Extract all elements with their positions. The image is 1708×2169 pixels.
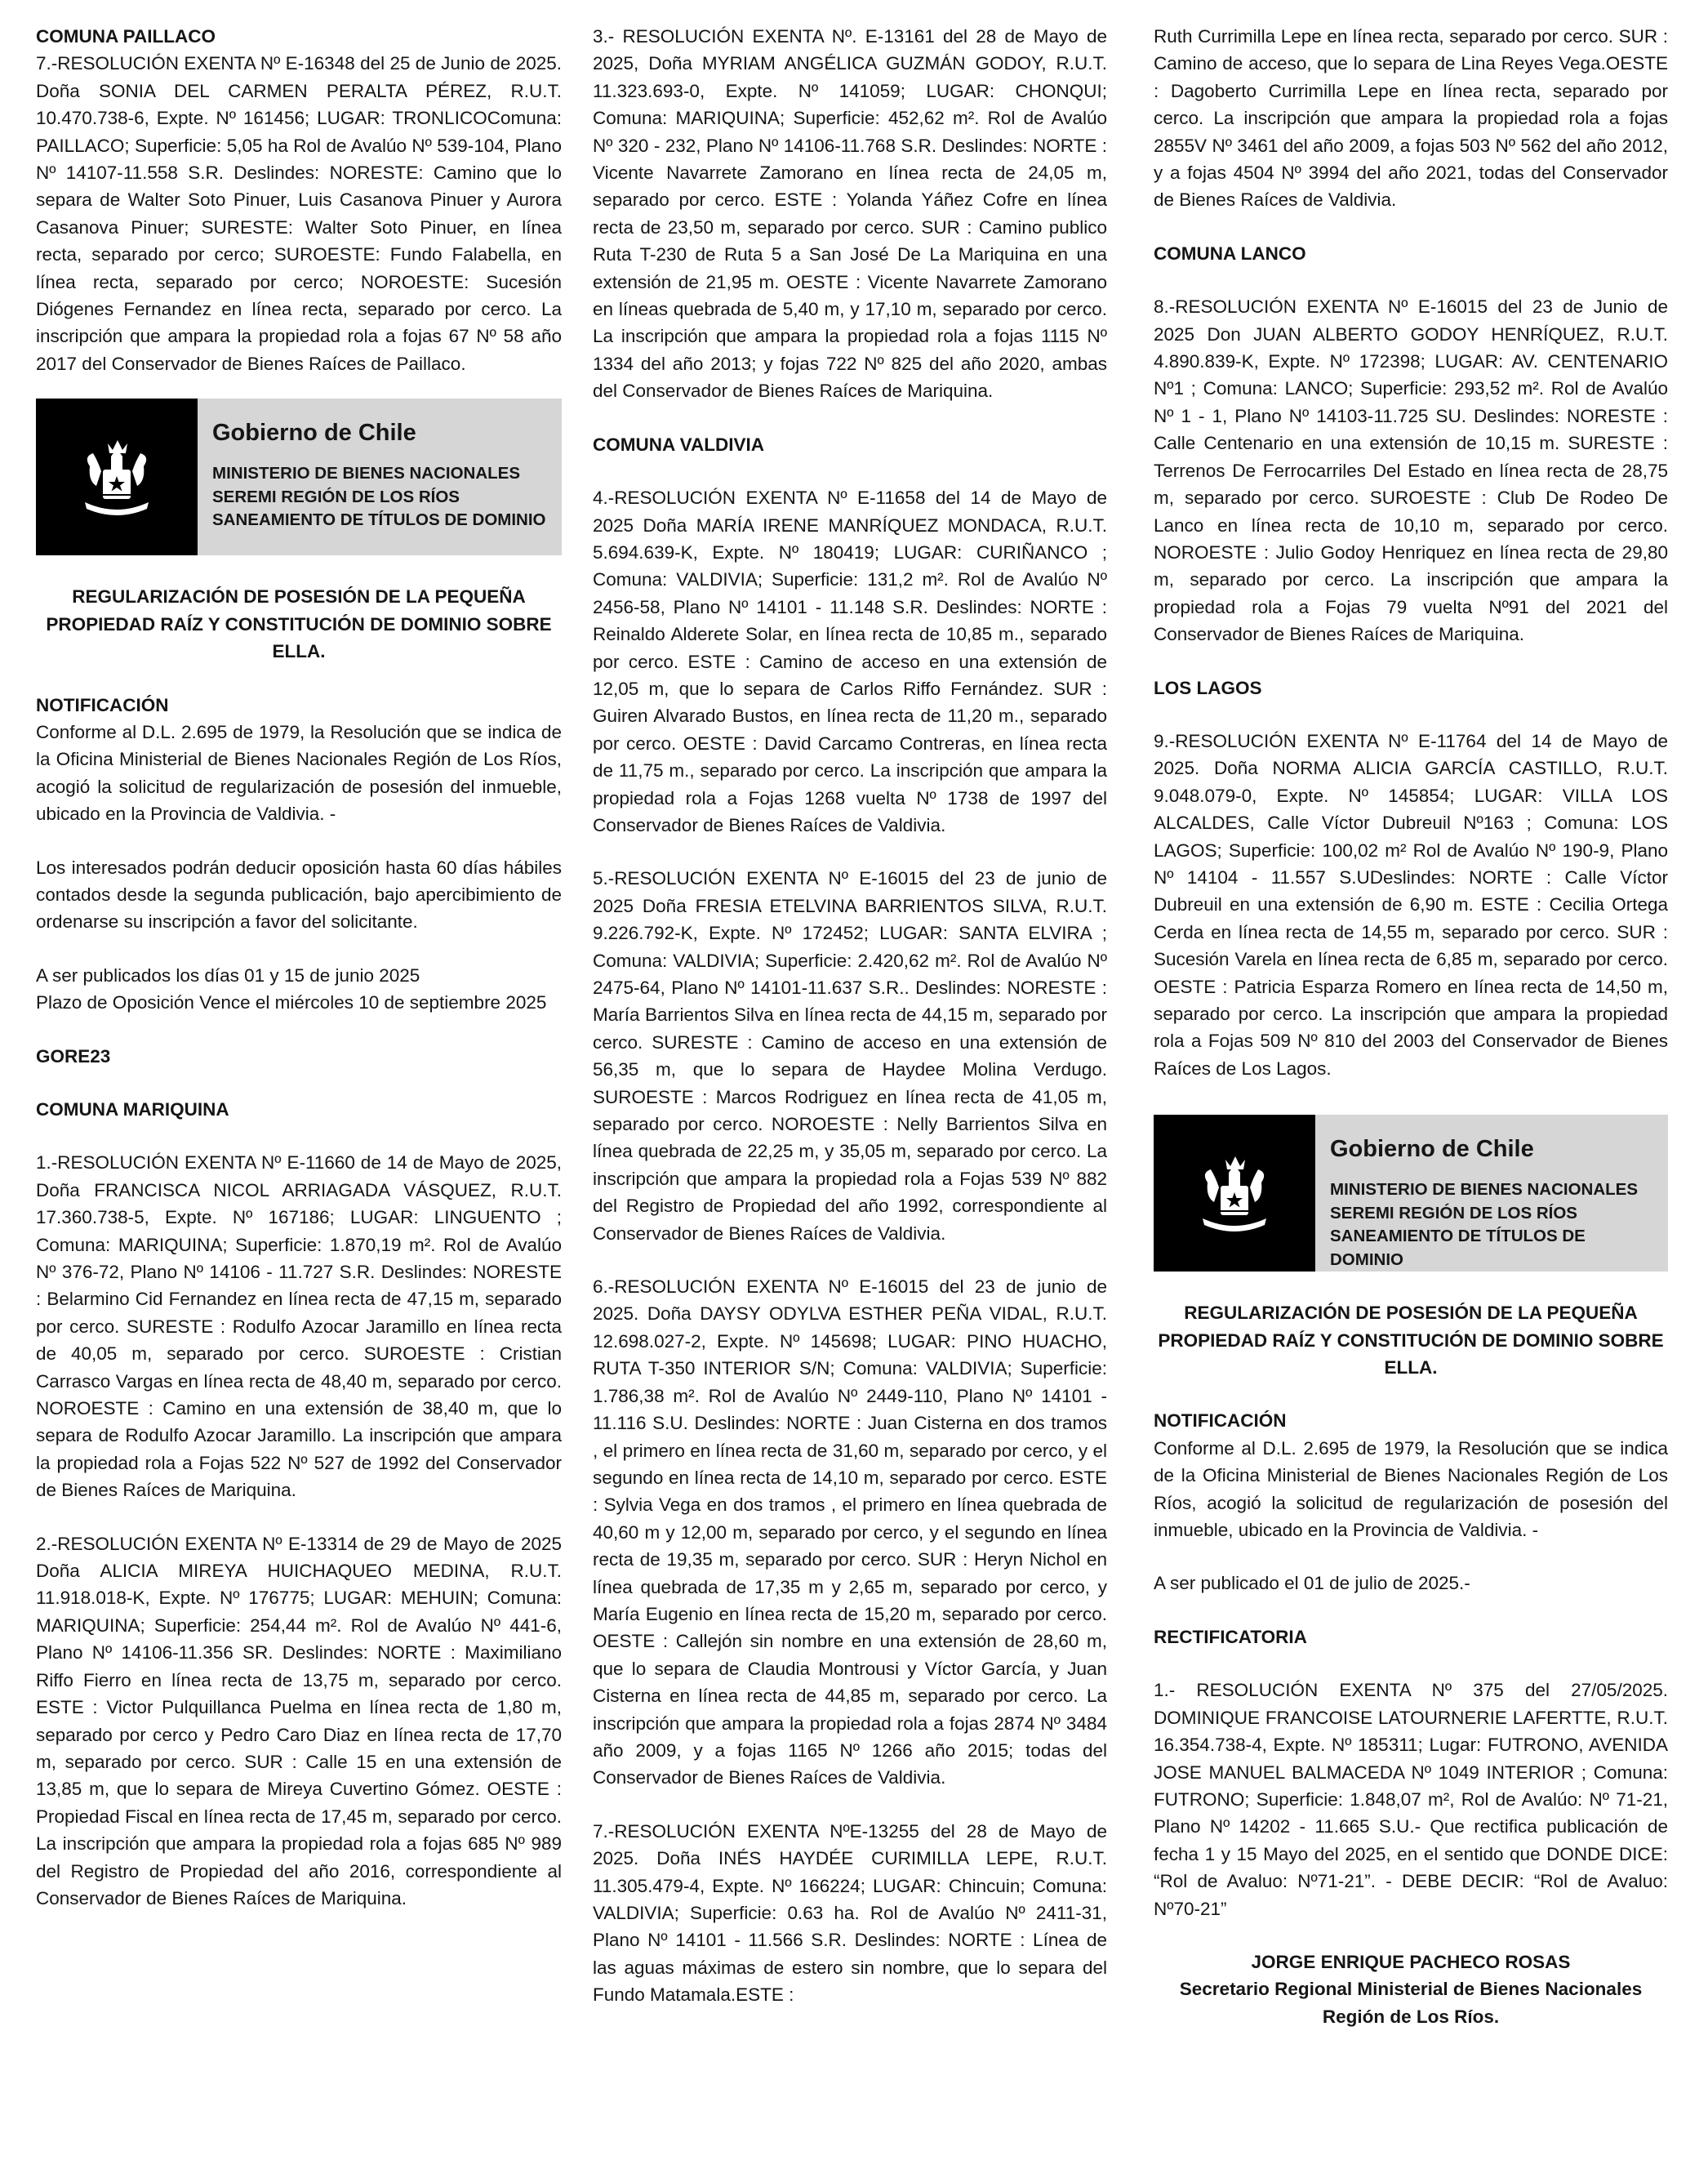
signature-title: Secretario Regional Ministerial de Bienes Nacionales	[1179, 1979, 1643, 2000]
resolution-los-lagos-9: 9.-RESOLUCIÓN EXENTA Nº E-11764 del 14 de Mayo de 2025. Doña NORMA ALICIA GARCÍA CASTILLO, R.U.T. 9.048.079-0, Expte. Nº 145854; LUGAR: VILLA LOS ALCALDES, Calle Víctor Dubreuil Nº163 ; Comuna: LOS LAGOS; Superficie: 100,02 m² Rol de Avalúo Nº 190-9, Plano Nº 14104 - 11.557 S.UDeslindes: NORTE : Calle Víctor Dubreuil en una extensión de 6,90 m. ESTE : Cecilia Ortega Cerda en línea recta de 14,55 m, separado por cerco. SUR : Sucesión Varela en línea recta de 6,85 m, separado por cerco. OESTE : Patricia Esparza Romero en línea recta de 14,50 m, separado por cerco. La inscripción que ampara la propiedad rola a Fojas 509 Nº 810 del 2003 del Conservador de Bienes Raíces de Los Lagos.	[1154, 730, 1668, 1079]
section-heading-mariquina: COMUNA MARIQUINA	[36, 1098, 229, 1120]
resolution-paillaco-7: 7.-RESOLUCIÓN EXENTA Nº E-16348 del 25 de Junio de 2025. Doña SONIA DEL CARMEN PERALTA PÉREZ, R.U.T. 10.470.738-6, Expte. Nº 161456; LUGAR: TRONLICOComuna: PAILLACO; Superficie: 5,05 ha Rol de Avalúo Nº 539-104, Plano Nº 14107-11.558 S.R. Deslindes: NORESTE: Camino que lo separa de Walter Soto Pinuer, Luis Casanova Pinuer y Aurora Casanova Pinuer; SURESTE: Walter Soto Pinuer, en línea recta, separado por cerco; SUROESTE: Fundo Falabella, en línea recta, separado por cerco; NOROESTE: Sucesión Diógenes Fernandez en línea recta, separado por cerco. La inscripción que ampara la propiedad rola a fojas 67 Nº 58 año 2017 del Conservador de Bienes Raíces de Paillaco.	[36, 53, 562, 374]
resolution-mariquina-3: 3.- RESOLUCIÓN EXENTA Nº. E-13161 del 28 de Mayo de 2025, Doña MYRIAM ANGÉLICA GUZMÁN GODOY, R.U.T. 11.323.693-0, Expte. Nº 141059; LUGAR: CHONQUI; Comuna: MARIQUINA; Superficie: 452,62 m². Rol de Avalúo Nº 320 - 232, Plano Nº 14106-11.768 S.R. Deslindes: NORTE : Vicente Navarrete Zamorano en línea recta de 24,05 m, separado por cerco. ESTE : Yolanda Yáñez Cofre en línea recta de 23,50 m, separado por cerco. SUR : Camino publico Ruta T-230 de Ruta 5 a San José De La Mariquina en una extensión de 21,95 m. OESTE : Vicente Navarrete Zamorano en líneas quebrada de 5,40 m, y 17,10 m, separado por cerco. La inscripción que ampara la propiedad rola a fojas 1115 Nº 1334 del año 2013; y fojas 722 Nº 825 del año 2020, ambas del Conservador de Bienes Raíces de Mariquina.	[593, 26, 1107, 402]
banner-line-ministry: MINISTERIO DE BIENES NACIONALES	[212, 464, 521, 483]
banner-line-seremi: SEREMI REGIÓN DE LOS RÍOS	[212, 487, 460, 506]
section-heading-paillaco: COMUNA PAILLACO	[36, 26, 216, 47]
regularizacion-heading-line2: PROPIEDAD RAÍZ Y CONSTITUCIÓN DE DOMINIO SOBRE ELLA.	[46, 613, 552, 662]
banner-line-seremi: SEREMI REGIÓN DE LOS RÍOS	[1330, 1203, 1577, 1223]
resolution-mariquina-1: 1.-RESOLUCIÓN EXENTA Nº E-11660 de 14 de Mayo de 2025, Doña FRANCISCA NICOL ARRIAGADA VÁSQUEZ, R.U.T. 17.360.738-5, Expte. Nº 167186; LUGAR: LINGUENTO ; Comuna: MARIQUINA; Superficie: 1.870,19 m². Rol de Avalúo Nº 376-72, Plano Nº 14106 - 11.727 S.R. Deslindes: NORESTE : Belarmino Cid Fernandez en línea recta de 47,15 m, separado por cerco. SURESTE : Rodulfo Azocar Jaramillo en línea recta de 40,05 m, separado por cerco. SUROESTE : Cristian Carrasco Vargas en línea recta de 48,40 m, separado por cerco. NOROESTE : Camino en una extensión de 38,40 m, que lo separa de Rodulfo Azocar Jaramillo. La inscripción que ampara la propiedad rola a Fojas 522 Nº 527 de 1992 del Conservador de Bienes Raíces de Mariquina.	[36, 1152, 562, 1501]
section-heading-lanco: COMUNA LANCO	[1154, 243, 1306, 264]
oposicion-text: Los interesados podrán deducir oposición hasta 60 días hábiles contados desde la segunda publicación, bajo apercibimiento de ordenarse su inscripción a favor del solicitante.	[36, 857, 562, 933]
resolution-valdivia-5: 5.-RESOLUCIÓN EXENTA Nº E-16015 del 23 de junio de 2025 Doña FRESIA ETELVINA BARRIENTOS SILVA, R.U.T. 9.226.792-K, Expte. Nº 172452; LUGAR: SANTA ELVIRA ; Comuna: VALDIVIA; Superficie: 2.420,62 m². Rol de Avalúo Nº 2475-64, Plano Nº 14101-11.637 S.R.. Deslindes: NORESTE : María Barrientos Silva en línea recta de 44,15 m, separado por cerco. SURESTE : Camino de acceso en una extensión de 56,35 m, que lo separa de Haydee Molina Verdugo. SUROESTE : Marcos Rodriguez en línea recta de 41,05 m, separado por cerco. NOROESTE : Nelly Barrientos Silva en línea quebrada de 22,25 m, y 35,05 m, separado por cerco. La inscripción que ampara la propiedad rola a Fojas 539 Nº 882 del Registro de Propiedad del año 1992, correspondiente al Conservador de Bienes Raíces de Valdivia.	[593, 868, 1107, 1244]
resolution-mariquina-2: 2.-RESOLUCIÓN EXENTA Nº E-13314 de 29 de Mayo de 2025 Doña ALICIA MIREYA HUICHAQUEO MEDINA, R.U.T. 11.918.018-K, Expte. Nº 176775; LUGAR: MEHUIN; Comuna: MARIQUINA; Superficie: 254,44 m². Rol de Avalúo Nº 441-6, Plano Nº 14106-11.356 SR. Deslindes: NORTE : Maximiliano Riffo Fierro en línea recta de 13,75 m, separado por cerco. ESTE : Victor Pulquillanca Puelma en línea recta de 1,80 m, separado por cerco y Pedro Caro Diaz en línea recta de 17,70 m, separado por cerco. SUR : Calle 15 en una extensión de 13,85 m, que lo separa de Mireya Cuvertino Gómez. OESTE : Propiedad Fiscal en línea recta de 17,45 m, separado por cerco. La inscripción que ampara la propiedad rola a fojas 685 Nº 989 del Registro de Propiedad del año 2016, correspondiente al Conservador de Bienes Raíces de Mariquina.	[36, 1533, 562, 1908]
rectificatoria-text: 1.- RESOLUCIÓN EXENTA Nº 375 del 27/05/2025. DOMINIQUE FRANCOISE LATOURNERIE LAFERTTE, R.U.T. 16.354.738-4, Expte. Nº 185311; Lugar: FUTRONO, AVENIDA JOSE MANUEL BALMACEDA Nº 1049 INTERIOR ; Comuna: FUTRONO; Superficie: 1.848,07 m², Rol de Avalúo: Nº 71-21, Plano Nº 14202 - 11.665 S.U.- Que rectifica publicación de fecha 1 y 15 Mayo del 2025, en el sentido que DONDE DICE: “Rol de Avaluo: Nº71-21”. - DEBE DECIR: “Rol de Avaluo: Nº70-21”	[1154, 1680, 1668, 1919]
signature-region: Región de Los Ríos.	[1322, 2006, 1500, 2027]
gobierno-banner	[36, 399, 562, 555]
resolution-valdivia-4: 4.-RESOLUCIÓN EXENTA Nº E-11658 del 14 de Mayo de 2025 Doña MARÍA IRENE MANRÍQUEZ MONDACA, R.U.T. 5.694.639-K, Expte. Nº 180419; LUGAR: CURIÑANCO ; Comuna: VALDIVIA; Superficie: 131,2 m². Rol de Avalúo Nº 2456-58, Plano Nº 14101 - 11.148 S.R. Deslindes: NORTE : Reinaldo Alderete Solar, en línea recta de 10,85 m., separado por cerco. ESTE : Camino de acceso en una extensión de 12,05 m, que lo separa de Carlos Riffo Fernández. SUR : Guiren Alvarado Bustos, en línea recta de 11,20 m., separado por cerco. OESTE : David Carcamo Contreras, en línea recta de 11,75 m., separado por cerco. La inscripción que ampara la propiedad rola a Fojas 1268 vuelta Nº 1738 de 1997 del Conservador de Bienes Raíces de Valdivia.	[593, 488, 1107, 835]
publication-dates: A ser publicados los días 01 y 15 de junio 2025	[36, 964, 420, 986]
chile-coat-of-arms-icon	[36, 399, 198, 555]
banner-title: Gobierno de Chile	[1330, 1136, 1534, 1163]
gore-code: GORE23	[36, 1045, 111, 1067]
notificacion-text: Conforme al D.L. 2.695 de 1979, la Resolución que se indica de la Oficina Ministerial de Bienes Nacionales Región de Los Ríos, acogió la solicitud de regularización de posesión del inmueble, ubicado en la Provincia de Valdivia. -	[1154, 1437, 1668, 1541]
resolution-lanco-8: 8.-RESOLUCIÓN EXENTA Nº E-16015 del 23 de Junio de 2025 Don JUAN ALBERTO GODOY HENRÍQUEZ, R.U.T. 4.890.839-K, Expte. Nº 172398; LUGAR: AV. CENTENARIO Nº1 ; Comuna: LANCO; Superficie: 293,52 m². Rol de Avalúo Nº 1 - 1, Plano Nº 14103-11.725 SU. Deslindes: NORESTE : Calle Centenario en una extensión de 10,15 m. SURESTE : Terrenos De Ferrocarriles Del Estado en línea recta de 28,75 m, separado por cerco. SUROESTE : Club De Rodeo De Lanco en línea recta de 10,10 m, separado por cerco. NOROESTE : Julio Godoy Henriquez en línea recta de 29,80 m, separado por cerco. La inscripción que ampara la propiedad rola a Fojas 79 vuelta Nº91 del 2021 del Conservador de Bienes Raíces de Mariquina.	[1154, 296, 1668, 645]
resolution-valdivia-7-continued: Ruth Currimilla Lepe en línea recta, separado por cerco. SUR : Camino de acceso, que lo separa de Lina Reyes Vega.OESTE : Dagoberto Currimilla Lepe en línea recta, separado por cerco. La inscripción que ampara la propiedad rola a fojas 2855V Nº 3461 del año 2009, a fojas 503 Nº 562 del año 2012, y a fojas 4504 Nº 3994 del año 2021, todas del Conservador de Bienes Raíces de Valdivia.	[1154, 26, 1668, 211]
regularizacion-heading-line1: REGULARIZACIÓN DE POSESIÓN DE LA PEQUEÑA	[72, 586, 526, 608]
banner-line-ministry: MINISTERIO DE BIENES NACIONALES	[1330, 1180, 1639, 1200]
banner-line-saneamiento: SANEAMIENTO DE TÍTULOS DE DOMINIO	[212, 510, 546, 530]
section-heading-valdivia: COMUNA VALDIVIA	[593, 434, 764, 455]
plazo-oposicion: Plazo de Oposición Vence el miércoles 10 de septiembre 2025	[36, 992, 547, 1013]
regularizacion-heading-line2: PROPIEDAD RAÍZ Y CONSTITUCIÓN DE DOMINIO SOBRE ELLA.	[1158, 1329, 1664, 1378]
publication-date: A ser publicado el 01 de julio de 2025.-	[1154, 1573, 1470, 1594]
gobierno-banner-2	[1154, 1115, 1668, 1272]
resolution-valdivia-7: 7.-RESOLUCIÓN EXENTA NºE-13255 del 28 de Mayo de 2025. Doña INÉS HAYDÉE CURIMILLA LEPE, R.U.T. 11.305.479-4, Expte. Nº 166224; LUGAR: Chincuin; Comuna: VALDIVIA; Superficie: 0.63 ha. Rol de Avalúo Nº 2411-31, Plano Nº 14101 - 11.566 S.R. Deslindes: NORTE : Línea de las aguas máximas de estero sin nombre, que lo separa del Fundo Matamala.ESTE :	[593, 1820, 1107, 2006]
chile-coat-of-arms-icon	[1154, 1115, 1315, 1272]
signature-name: JORGE ENRIQUE PACHECO ROSAS	[1251, 1951, 1571, 1972]
column-1	[36, 23, 562, 1938]
section-heading-los-lagos: LOS LAGOS	[1154, 677, 1262, 698]
banner-line-saneamiento: SANEAMIENTO DE TÍTULOS DE DOMINIO	[1330, 1227, 1586, 1269]
banner-text	[198, 399, 562, 555]
column-3	[1154, 23, 1668, 2030]
banner-title: Gobierno de Chile	[212, 420, 416, 447]
notificacion-heading: NOTIFICACIÓN	[36, 694, 169, 715]
notificacion-text: Conforme al D.L. 2.695 de 1979, la Resolución que se indica de la Oficina Ministerial de Bienes Nacionales Región de Los Ríos, acogió la solicitud de regularización de posesión del inmueble, ubicado en la Provincia de Valdivia. -	[36, 721, 562, 825]
notificacion-heading: NOTIFICACIÓN	[1154, 1410, 1287, 1432]
regularizacion-heading-line1: REGULARIZACIÓN DE POSESIÓN DE LA PEQUEÑA	[1184, 1303, 1638, 1324]
banner-text	[1315, 1115, 1668, 1272]
column-2	[593, 23, 1107, 2035]
resolution-valdivia-6: 6.-RESOLUCIÓN EXENTA Nº E-16015 del 23 de junio de 2025. Doña DAYSY ODYLVA ESTHER PEÑA VIDAL, R.U.T. 12.698.027-2, Expte. Nº 145698; LUGAR: PINO HUACHO, RUTA T-350 INTERIOR S/N; Comuna: VALDIVIA; Superficie: 1.786,38 m². Rol de Avalúo Nº 2449-110, Plano Nº 14101 - 11.116 S.U. Deslindes: NORTE : Juan Cisterna en dos tramos , el primero en línea recta de 31,60 m, separado por cerco, y el segundo en línea recta de 14,10 m, separado por cerco. ESTE : Sylvia Vega en dos tramos , el primero en línea quebrada de 40,60 m y 12,00 m, separado por cerco, y el segundo en línea recta de 19,35 m, separado por cerco. SUR : Heryn Nichol en línea quebrada de 17,35 m y 2,65 m, separado por cerco, y María Eugenio en línea recta de 15,20 m, separado por cerco. OESTE : Callejón sin nombre en una extensión de 28,60 m, que lo separa de Claudia Montrousi y Víctor García, y Juan Cisterna en línea recta de 44,85 m, separado por cerco. La inscripción que ampara la propiedad rola a fojas 2874 Nº 3484 año 2009, y a fojas 1165 Nº 1266 año 2015; todas del Conservador de Bienes Raíces de Valdivia.	[593, 1276, 1107, 1788]
rectificatoria-heading: RECTIFICATORIA	[1154, 1626, 1307, 1647]
